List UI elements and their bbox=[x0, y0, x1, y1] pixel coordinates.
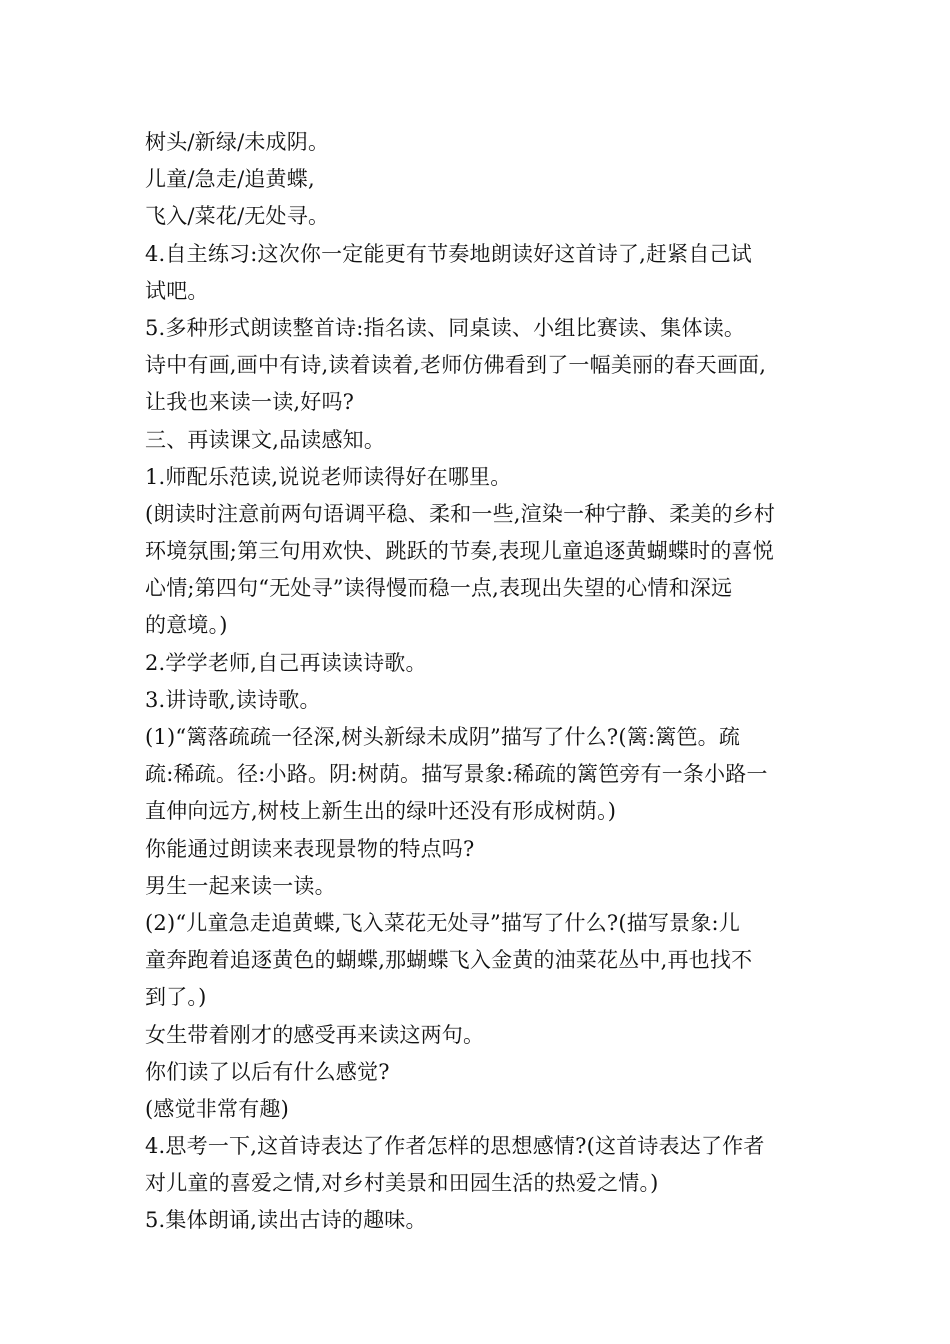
text-line: 树头/新绿/未成阴。 bbox=[145, 130, 330, 154]
text-line: 1.师配乐范读,说说老师读得好在哪里。 bbox=[145, 464, 512, 489]
text-line: 疏:稀疏。径:小路。阴:树荫。描写景象:稀疏的篱笆旁有一条小路一 bbox=[145, 762, 768, 787]
text-line: 童奔跑着追逐黄色的蝴蝶,那蝴蝶飞入金黄的油菜花丛中,再也找不 bbox=[145, 948, 753, 973]
text-line: 4.自主练习:这次你一定能更有节奏地朗读好这首诗了,赶紧自己试 bbox=[145, 241, 752, 266]
text-line: 2.学学老师,自己再读读诗歌。 bbox=[145, 650, 427, 675]
text-line: 到了。) bbox=[145, 985, 207, 1010]
text-line: 女生带着刚才的感受再来读这两句。 bbox=[145, 1022, 485, 1047]
text-line: 试吧。 bbox=[145, 278, 209, 303]
text-line: 的意境。) bbox=[145, 613, 228, 638]
text-line: (2)“儿童急走追黄蝶,飞入菜花无处寻”描写了什么?(描写景象:儿 bbox=[145, 910, 741, 935]
text-line: 男生一起来读一读。 bbox=[145, 873, 336, 898]
text-line: 3.讲诗歌,读诗歌。 bbox=[145, 687, 321, 712]
text-line: (朗读时注意前两句语调平稳、柔和一些,渲染一种宁静、柔美的乡村 bbox=[145, 501, 776, 526]
text-line: 4.思考一下,这首诗表达了作者怎样的思想感情?(这首诗表达了作者 bbox=[145, 1134, 765, 1159]
text-line: 5.多种形式朗读整首诗:指名读、同桌读、小组比赛读、集体读。 bbox=[145, 315, 746, 340]
text-line: 5.集体朗诵,读出古诗的趣味。 bbox=[145, 1208, 427, 1233]
text-line: 你们读了以后有什么感觉? bbox=[145, 1059, 390, 1084]
text-line: (感觉非常有趣) bbox=[145, 1096, 289, 1121]
text-line: 儿童/急走/追黄蝶, bbox=[145, 167, 315, 192]
text-line: 飞入/菜花/无处寻。 bbox=[145, 204, 330, 229]
section-heading: 三、再读课文,品读感知。 bbox=[145, 427, 386, 452]
text-line: 环境氛围;第三句用欢快、跳跃的节奏,表现儿童追逐黄蝴蝶时的喜悦 bbox=[145, 539, 774, 564]
text-line: (1)“篱落疏疏一径深,树头新绿未成阴”描写了什么?(篱:篱笆。疏 bbox=[145, 725, 741, 749]
text-line: 你能通过朗读来表现景物的特点吗? bbox=[145, 836, 475, 861]
text-line: 直伸向远方,树枝上新生出的绿叶还没有形成树荫。) bbox=[145, 799, 617, 824]
document-body bbox=[145, 124, 810, 1240]
text-line: 心情;第四句“无处寻”读得慢而稳一点,表现出失望的心情和深远 bbox=[145, 576, 733, 601]
text-line: 对儿童的喜爱之情,对乡村美景和田园生活的热爱之情。) bbox=[145, 1171, 659, 1196]
text-line: 让我也来读一读,好吗? bbox=[145, 390, 355, 415]
text-line: 诗中有画,画中有诗,读着读着,老师仿佛看到了一幅美丽的春天画面, bbox=[145, 353, 767, 378]
